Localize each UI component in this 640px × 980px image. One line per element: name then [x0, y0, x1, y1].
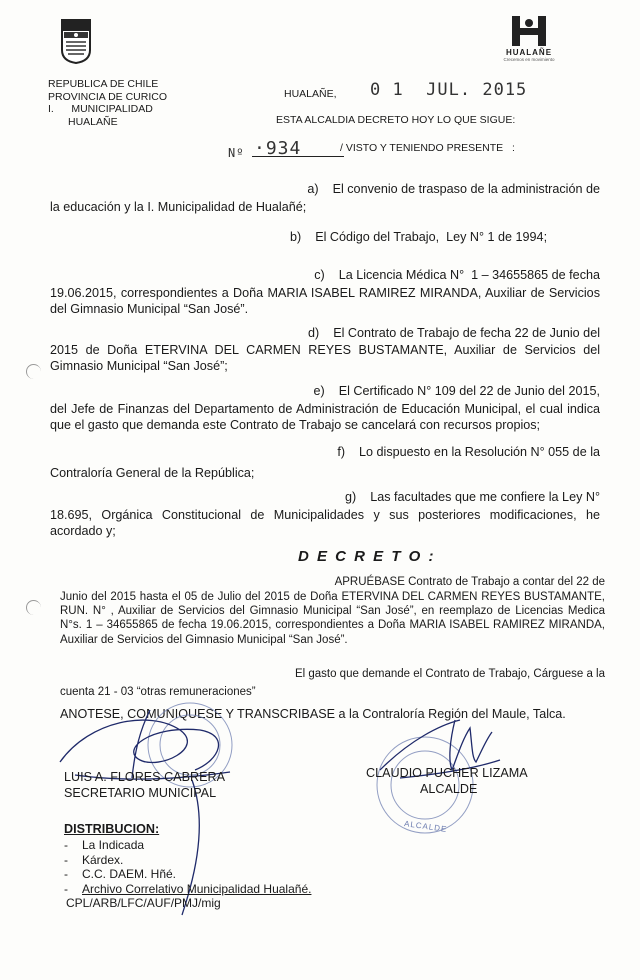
considerando-e-first: e) El Certificado N° 109 del 22 de Junio del 2015, — [313, 384, 600, 398]
hualane-logo — [496, 14, 562, 68]
considerando-c-rest: 19.06.2015, correspondientes a Doña MARIA ISABEL RAMIREZ MIRANDA, Auxiliar de Servicios del Gimnasio Municipal “San José”. — [50, 286, 600, 316]
secretary-title: SECRETARIO MUNICIPAL — [64, 786, 217, 800]
decree-date-stamp: 0 1 JUL. 2015 — [370, 80, 528, 100]
punch-hole-mark — [26, 600, 41, 615]
considerando-c-first: c) La Licencia Médica N° 1 – 34655865 de fecha — [314, 268, 600, 282]
list-item: - Kárdex. — [64, 852, 124, 867]
seal-caption: ALCALDE — [403, 819, 448, 834]
punch-hole-mark — [26, 364, 41, 379]
decree-number-prefix: Nº — [228, 146, 245, 160]
logo-tagline: Crecemos en movimiento — [503, 57, 555, 62]
visto-line: / VISTO Y TENIENDO PRESENTE : — [340, 142, 515, 154]
distribution-initials: CPL/ARB/LFC/AUF/PMJ/mig — [66, 896, 221, 910]
considerando-d-first: d) El Contrato de Trabajo de fecha 22 de Junio del — [308, 326, 600, 340]
gasto-rest: cuenta 21 - 03 “otras remuneraciones” — [60, 686, 256, 698]
considerando-g-first: g) Las facultades que me confiere la Ley N° — [345, 490, 600, 504]
decreto-heading: D E C R E T O : — [298, 548, 436, 565]
anotese-line: ANOTESE, COMUNIQUESE Y TRANSCRIBASE a la Contraloría Región del Maule, Talca. — [60, 707, 566, 721]
decree-intro: ESTA ALCALDIA DECRETO HOY LO QUE SIGUE: — [276, 114, 516, 126]
hualane-logo-mark-icon — [509, 14, 549, 48]
list-item: - C.C. DAEM. Hñé. — [64, 867, 177, 882]
header-line-hualane: HUALAÑE — [68, 115, 118, 128]
header-line-republic: REPUBLICA DE CHILE — [48, 78, 159, 90]
considerando-a-first: a) El convenio de traspaso de la administración de — [307, 182, 600, 196]
list-item: - Archivo Correlativo Municipalidad Hualañé. — [64, 881, 312, 896]
considerando-e-rest: del Jefe de Finanzas del Departamento de Administración de Educación Municipal, el cual indica que el gasto que demanda este Contrato de Trabajo se cancelará con recursos propios; — [50, 402, 600, 432]
logo-text: HUALAÑE — [505, 48, 553, 57]
mayor-name: CLAUDIO PUCHER LIZAMA — [366, 766, 528, 780]
secretary-name: LUIS A. FLORES CABRERA — [64, 770, 225, 784]
considerando-a-rest: la educación y la I. Municipalidad de Hualañé; — [50, 200, 307, 214]
considerando-g-rest: 18.695, Orgánica Constitucional de Municipalidades y sus posteriores modificaciones, he acordado y; — [50, 508, 600, 538]
header-line-municipality: I. MUNICIPALIDAD — [48, 103, 153, 116]
distribution-title: DISTRIBUCION: — [64, 822, 160, 836]
distribution-list — [64, 838, 464, 896]
considerando-b: b) El Código del Trabajo, Ley N° 1 de 1994; — [290, 230, 548, 244]
mayor-title: ALCALDE — [420, 782, 478, 796]
decree-number: ·934 — [254, 138, 302, 159]
municipal-coat-of-arms — [60, 18, 92, 64]
coat-of-arms-icon — [60, 18, 92, 64]
decree-number-underline — [252, 156, 344, 157]
considerando-f-rest: Contraloría General de la República; — [50, 466, 255, 480]
considerando-f-first: f) Lo dispuesto en la Resolución N° 055 de la — [337, 445, 600, 459]
considerando-d-rest: 2015 de Doña ETERVINA DEL CARMEN REYES BUSTAMANTE, Auxiliar de Servicios del Gimnasio Municipal “San José”; — [50, 343, 600, 373]
city-label: HUALAÑE, — [284, 88, 337, 100]
header-left-block — [48, 78, 248, 128]
gasto-first: El gasto que demande el Contrato de Trabajo, Cárguese a la — [294, 668, 605, 680]
decreto-body-first: APRUÉBASE Contrato de Trabajo a contar del 22 de — [334, 576, 605, 588]
secretary-signature-icon — [60, 710, 230, 779]
header-line-province: PROVINCIA DE CURICO — [48, 90, 168, 103]
decreto-body-rest: Junio del 2015 hasta el 05 de Julio del 2015 de Doña ETERVINA DEL CARMEN REYES BUSTAMANTE, RUN. N° , Auxiliar de Servicios del Gimnasio Municipal “San José”, en reemplazo de Licencias Medica N°s. 1 – 34655865 de fecha 19.06.2015, correspondientes a Doña MARIA ISABEL RAMIREZ MIRANDA, Auxiliar de Servicios del Gimnasio Municipal “San José”. — [60, 591, 605, 646]
list-item: - La Indicada — [64, 838, 145, 852]
